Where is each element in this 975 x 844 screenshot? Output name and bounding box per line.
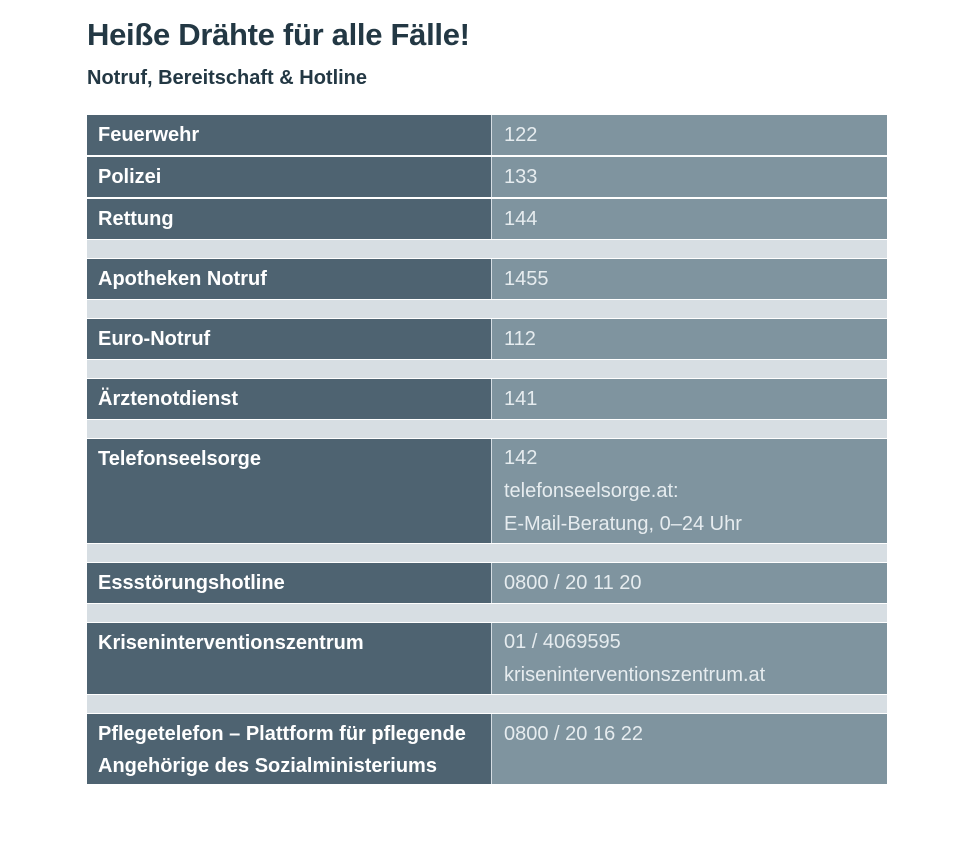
website-link[interactable]: telefonseelsorge.at:	[504, 480, 679, 502]
table-row	[87, 199, 887, 239]
table-row	[87, 563, 887, 603]
group-spacer	[87, 359, 887, 379]
table-row	[87, 439, 887, 543]
service-name: Apotheken Notruf	[87, 259, 492, 299]
service-name: Rettung	[87, 199, 492, 239]
phone-number: 0800 / 20 16 22	[492, 714, 887, 784]
service-name: Kriseninterventionszentrum	[87, 623, 492, 694]
service-name: Euro-Notruf	[87, 319, 492, 359]
service-name: Essstörungshotline	[87, 563, 492, 603]
table-row	[87, 157, 887, 197]
table-row	[87, 259, 887, 299]
hotline-table	[87, 115, 887, 784]
service-name-line: Pflegetelefon – Plattform für pflegende	[98, 723, 466, 745]
website-link[interactable]: kriseninterventionszentrum.at	[504, 664, 766, 686]
phone-number: 01 / 4069595	[504, 631, 621, 653]
phone-number: 133	[492, 157, 887, 197]
group-spacer	[87, 239, 887, 259]
phone-number: 141	[492, 379, 887, 419]
table-row	[87, 115, 887, 155]
contact-details	[492, 623, 887, 694]
service-name-line: Angehörige des Sozialministeriums	[98, 755, 437, 777]
table-row	[87, 714, 887, 784]
group-spacer	[87, 543, 887, 563]
service-name: Polizei	[87, 157, 492, 197]
service-name: Ärztenotdienst	[87, 379, 492, 419]
page-title: Heiße Drähte für alle Fälle!	[87, 17, 470, 52]
group-spacer	[87, 299, 887, 319]
phone-number: 122	[492, 115, 887, 155]
table-row	[87, 623, 887, 694]
phone-number: 1455	[492, 259, 887, 299]
group-spacer	[87, 603, 887, 623]
service-note: E-Mail-Beratung, 0–24 Uhr	[504, 513, 742, 535]
service-name: Telefonseelsorge	[87, 439, 492, 543]
phone-number: 142	[504, 447, 538, 469]
phone-number: 144	[492, 199, 887, 239]
phone-number: 112	[492, 319, 887, 359]
table-row	[87, 319, 887, 359]
contact-details	[492, 439, 887, 543]
service-name: Feuerwehr	[87, 115, 492, 155]
table-row	[87, 379, 887, 419]
page-subtitle: Notruf, Bereitschaft & Hotline	[87, 67, 368, 89]
group-spacer	[87, 694, 887, 714]
service-name	[87, 714, 492, 784]
group-spacer	[87, 419, 887, 439]
phone-number: 0800 / 20 11 20	[492, 563, 887, 603]
